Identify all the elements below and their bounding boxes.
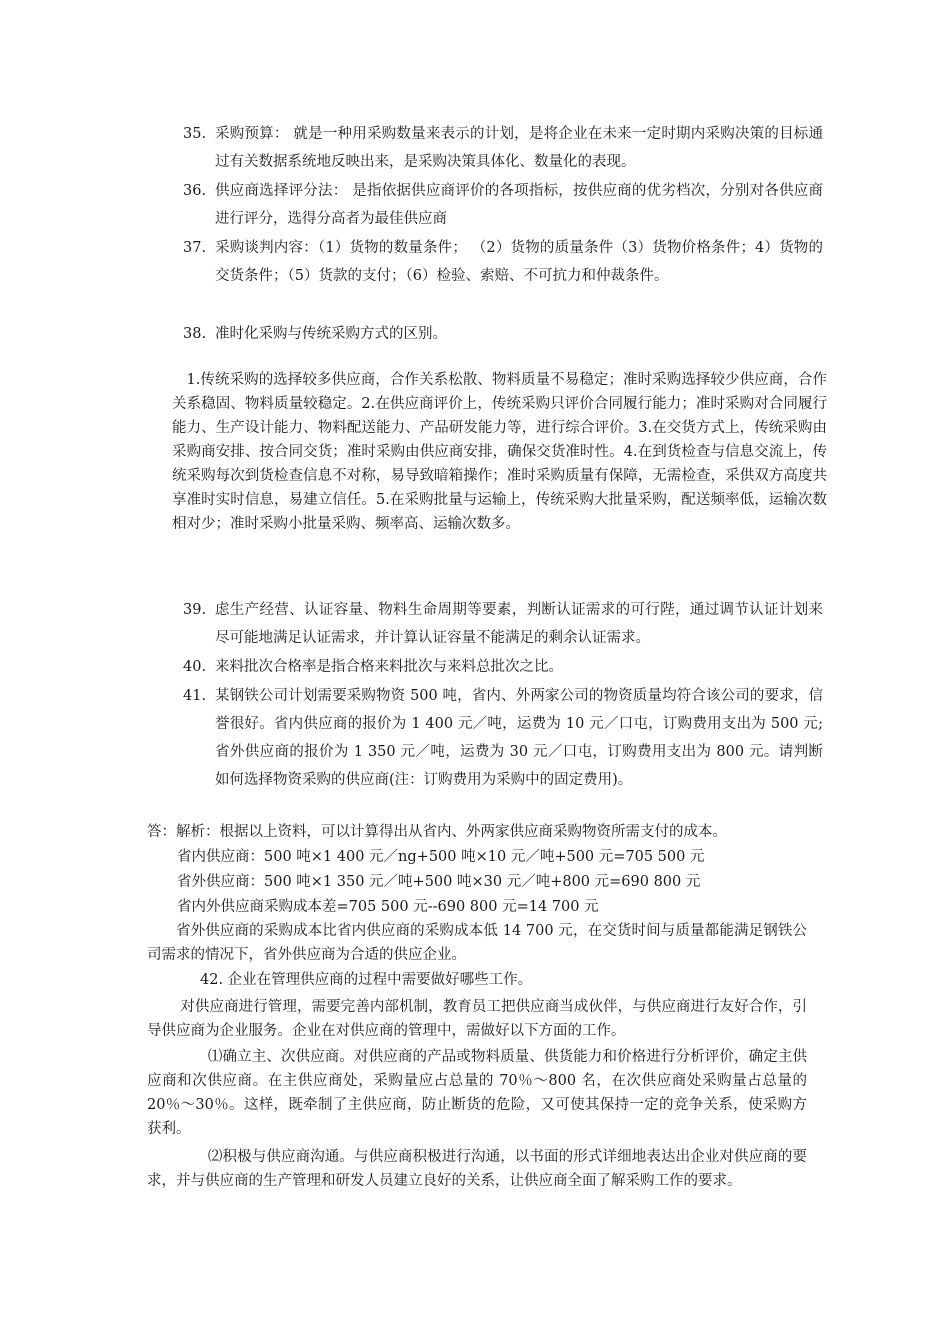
- management-point-1: ⑴确立主、次供应商。对供应商的产品或物料质量、供货能力和价格进行分析评价，确定主供应商和次供应商。在主供应商处，采购量应占总量的 70％～800 名，在次供应商处采购量占总量的 20％～30％。这样，既牵制了主供应商，防止断货的危险，又可使其保持一定的竞争关系，使采购方获利。: [147, 1049, 807, 1137]
- management-point-2: ⑵积极与供应商沟通。与供应商积极进行沟通，以书面的形式详细地表达出企业对供应商的要求，并与供应商的生产管理和研发人员建立良好的关系，让供应商全面了解采购工作的要求。: [147, 1149, 807, 1189]
- item-number: 39.: [183, 602, 207, 618]
- management-intro: 对供应商进行管理，需要完善内部机制，教育员工把供应商当成伙伴，与供应商进行友好合作，引导供应商为企业服务。企业在对供应商的管理中，需做好以下方面的工作。: [147, 999, 807, 1039]
- item-42: 42. 企业在管理供应商的过程中需要做好哪些工作。: [200, 972, 533, 988]
- item-39: [183, 596, 823, 652]
- item-number: 36.: [183, 183, 207, 199]
- item-36: [183, 177, 823, 233]
- item-text: 虑生产经营、认证容量、物料生命周期等要素，判断认证需求的可行陛，通过调节认证计划来尽可能地满足认证需求，并计算认证容量不能满足的剩余认证需求。: [215, 602, 823, 646]
- answer-calc-line: 省内供应商：500 吨×1 400 元／ng+500 吨×10 元／吨+500 元=705 500 元: [177, 849, 705, 865]
- item-37: [183, 234, 823, 290]
- item-number: 37.: [183, 240, 207, 256]
- item-text: 采购谈判内容：（1）货物的数量条件； （2）货物的质量条件（3）货物价格条件；4）货物的交货条件；（5）货款的支付；（6）检验、索赔、不可抗力和仲裁条件。: [215, 240, 823, 284]
- answer-calc-line: 省外供应商：500 吨×1 350 元／吨+500 吨×30 元／吨+800 元=690 800 元: [177, 874, 701, 890]
- item-35: [183, 120, 823, 176]
- answer-conclusion: 省外供应商的采购成本比省内供应商的采购成本低 14 700 元，在交货时间与质量都能满足钢铁公司需求的情况下，省外供应商为合适的供应企业。: [147, 923, 807, 963]
- item-number: 41.: [183, 688, 207, 704]
- answer-intro: 答：解析：根据以上资料，可以计算得出从省内、外两家供应商采购物资所需支付的成本。: [147, 824, 727, 840]
- comparison-paragraph: 1.传统采购的选择较多供应商，合作关系松散、物料质量不易稳定；准时采购选择较少供应商，合作关系稳固、物料质量较稳定。2.在供应商评价上，传统采购只评价合同履行能力；准时采购对合同履行能力、生产设计能力、物料配送能力、产品研发能力等，进行综合评价。3.在交货方式上，传统采购由采购商安排、按合同交货；准时采购由供应商安排，确保交货准时性。4.在到货检查与信息交流上，传统采购每次到货检查信息不对称，易导致暗箱操作；准时采购质量有保障，无需检查，采供双方高度共享准时实时信息，易建立信任。5.在采购批量与运输上，传统采购大批量采购，配送频率低，运输次数相对少；准时采购小批量采购、频率高、运输次数多。: [172, 372, 827, 532]
- item-text: 供应商选择评分法： 是指依据供应商评价的各项指标，按供应商的优劣档次，分别对各供应商进行评分，选得分高者为最佳供应商: [215, 183, 823, 227]
- item-40: [183, 653, 823, 681]
- item-number: 35.: [183, 126, 207, 142]
- item-41: [183, 682, 823, 794]
- item-text: 某钢铁公司计划需要采购物资 500 吨，省内、外两家公司的物资质量均符合该公司的要求，信誉很好。省内供应商的报价为 1 400 元／吨，运费为 10 元／口屯，订购费用支出为 500 元;省外供应商的报价为 1 350 元／吨，运费为 30 元／口屯，订购费用支出为 800 元。请判断如何选择物资采购的供应商(注：订购费用为采购中的固定费用)。: [215, 688, 823, 788]
- item-number: 40.: [183, 659, 207, 675]
- item-text: 来料批次合格率是指合格来料批次与来料总批次之比。: [215, 659, 563, 675]
- answer-calc-line: 省内外供应商采购成本差=705 500 元--690 800 元=14 700 元: [177, 899, 599, 915]
- item-number: 38.: [183, 326, 207, 342]
- item-text: 采购预算： 就是一种用采购数量来表示的计划，是将企业在未来一定时期内采购决策的目标通过有关数据系统地反映出来，是采购决策具体化、数量化的表现。: [215, 126, 823, 170]
- item-38: [183, 320, 823, 348]
- item-text: 准时化采购与传统采购方式的区别。: [215, 326, 447, 342]
